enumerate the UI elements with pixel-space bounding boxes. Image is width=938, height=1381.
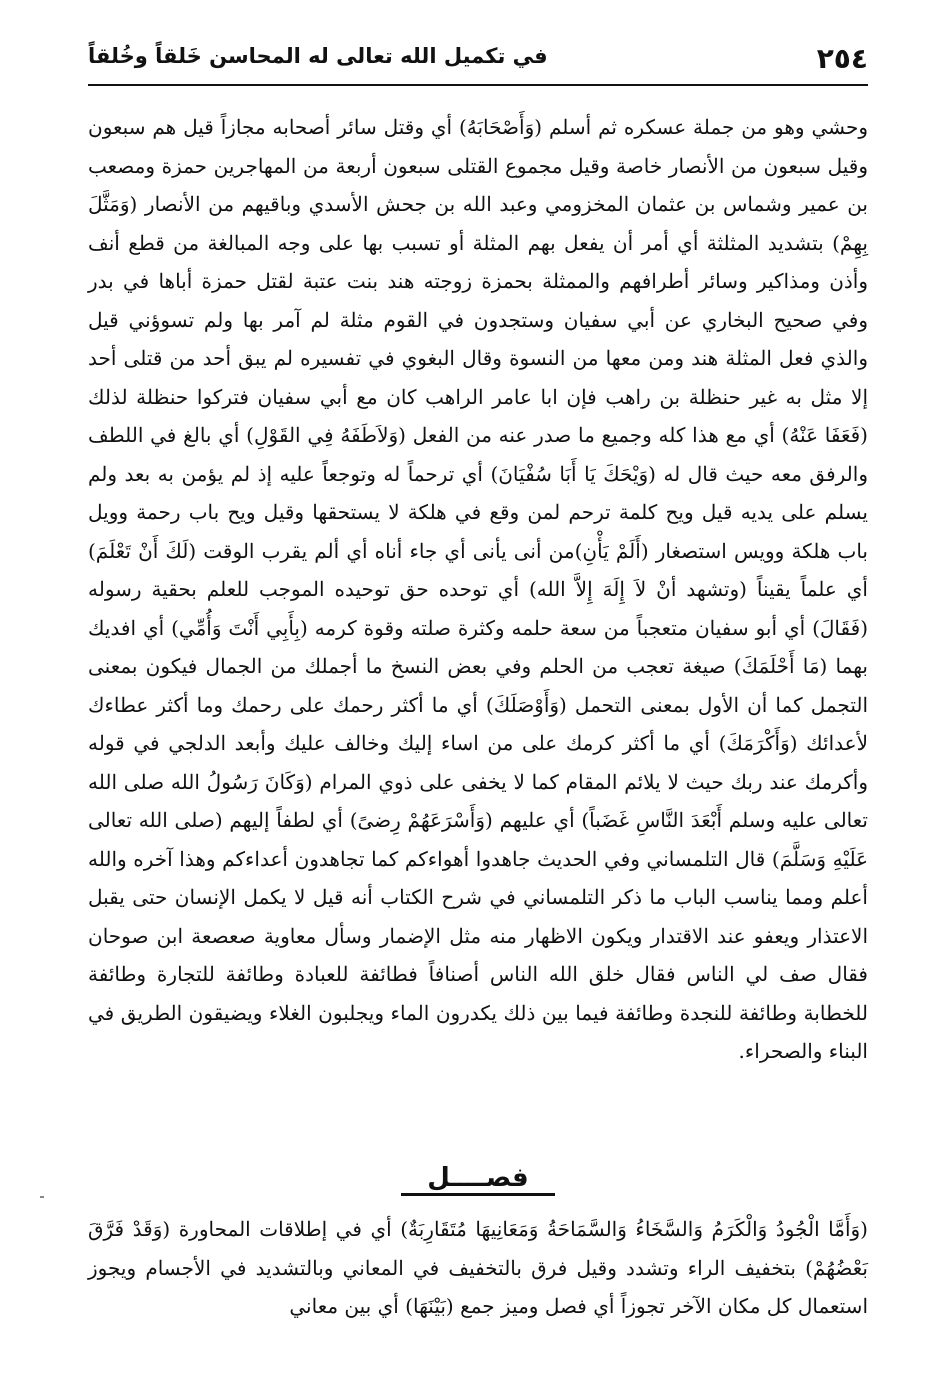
page-number: ٢٥٤	[816, 42, 868, 75]
margin-mark	[40, 1196, 44, 1198]
section-heading	[88, 1163, 868, 1199]
chapter-title: في تكميل الله تعالى له المحاسن خَلقاً وخُلقاً	[88, 44, 548, 68]
main-text-block	[88, 108, 868, 1071]
section-heading-text: فصــــل	[401, 1163, 554, 1196]
body-paragraph: وحشي وهو من جملة عسكره ثم أسلم (وَأَصْحَابَهُ) أي وقتل سائر أصحابه مجازاً قيل هم سبعون وقيل سبعون من الأنصار خاصة وقيل مجموع القتلى سبعون أربعة من المهاجرين حمزة ومصعب بن عمير وشماس بن عثمان المخزومي وعبد الله بن جحش الأسدي وباقيهم من الأنصار (وَمَثَّلَ بِهِمْ) بتشديد المثلثة أي أمر أن يفعل بهم المثلة أو تسبب بها على وجه المبالغة من قطع أنف وأذن ومذاكير وسائر أطرافهم والممثلة بحمزة زوجته هند بنت عتبة لقتل حمزة أباها في بدر وفي صحيح البخاري عن أبي سفيان وستجدون في القوم مثلة لم آمر بها ولم تسوؤني قيل والذي فعل المثلة هند ومن معها من النسوة وقال البغوي في تفسيره لم يبق أحد من قتلى أحد إلا مثل به غير حنظلة بن راهب فإن ابا عامر الراهب كان مع أبي سفيان فتركوا حنظلة لذلك (فَعَفَا عَنْهُ) أي مع هذا كله وجميع ما صدر عنه من الفعل (وَلاَطَفَهُ فِي القَوْلِ) أي بالغ في اللطف والرفق معه حيث قال له (وَيْحَكَ يَا أَبَا سُفْيَانَ) أي ترحماً له وتوجعاً عليه إذ لم يؤمن به بعد ولم يسلم على يديه قيل ويح كلمة ترحم لمن وقع في هلكة لا يستحقها وقيل ويح باب رحمة وويل باب هلكة وويس استصغار (أَلَمْ يَأْنِ)من أنى يأنى أي جاء أناه أي ألم يقرب الوقت (لَكَ أَنْ تَعْلَمَ) أي علماً يقيناً (وتشهد أنْ لاَ إِلَهَ إِلاَّ الله) أي توحده حق توحيده الموجب للعلم بحقية رسوله (فَقَالَ) أي أبو سفيان متعجباً من سعة حلمه وكثرة صلته وقوة كرمه (بِأَبِي أَنْتَ وَأُمِّي) أي افديك بهما (مَا أَحْلَمَكَ) صيغة تعجب من الحلم وفي بعض النسخ ما أجملك من الجمال فيكون بمعنى التجمل كما أن الأول بمعنى التحمل (وَأَوْصَلَكَ) أي ما أكثر رحمك على رحمك وما أكثر عطاءك لأعدائك (وَأَكْرَمَكَ) أي ما أكثر كرمك على من اساء إليك وخالف عليك وأبعد الدلجي في قوله وأكرمك عند ربك حيث لا يلائم المقام كما لا يخفى على ذوي المرام (وَكَانَ رَسُولُ الله صلى الله تعالى عليه وسلم أَبْعَدَ النَّاسِ غَضَباً) أي عليهم (وَأَسْرَعَهُمْ رِضىً) أي لطفاً إليهم (صلى الله تعالى عَلَيْهِ وَسَلَّمَ) قال التلمساني وفي الحديث جاهدوا أهواءكم كما تجاهدون أعداءكم وهذا آخره والله أعلم ومما يناسب الباب ما ذكر التلمساني في شرح الكتاب أنه قيل لا يكمل الإنسان حتى يقبل الاعتذار ويعفو عند الاقتدار ويكون الاظهار منه مثل الإضمار وسأل معاوية صعصعة ابن صوحان فقال صف لي الناس فقال خلق الله الناس أصنافاً فطائفة للعبادة وطائفة للتجارة وطائفة للخطابة وطائفة للنجدة وطائفة فيما بين ذلك يكدرون الماء ويجلبون الغلاء ويضيقون الطريق في البناء والصحراء.	[88, 115, 869, 1063]
section-paragraph: (وَأَمَّا الْجُودُ وَالْكَرَمُ وَالسَّخَاءُ وَالسَّمَاحَةُ وَمَعَانِيهَا مُتَقَارِبَةٌ) أي في إطلاقات المحاورة (وَقَدْ فَرَّقَ بَعْضُهُمْ) بتخفيف الراء وتشدد وقيل فرق بالتخفيف في المعاني وبالتشديد في الأجسام ويجوز استعمال كل مكان الآخر تجوزاً أي فصل وميز جمع (بَيْنَهَا) أي بين معاني	[88, 1217, 868, 1318]
running-header	[88, 40, 868, 86]
section-text-block	[88, 1210, 868, 1326]
